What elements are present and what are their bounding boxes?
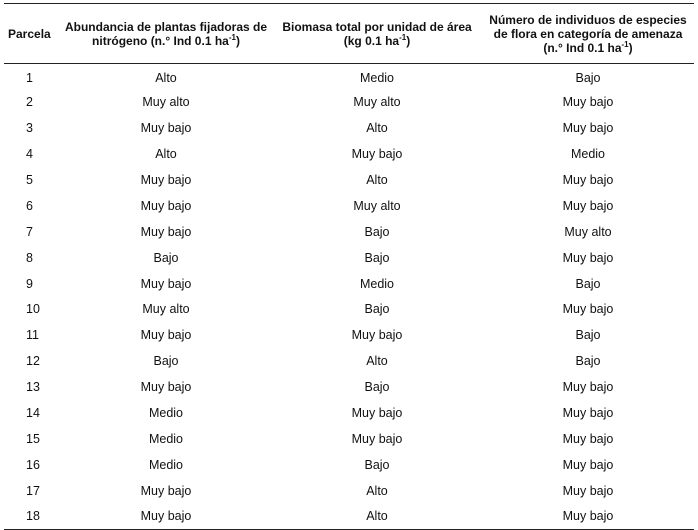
cell-abundancia: Muy bajo <box>140 224 192 239</box>
header-biomasa-sup: -1 <box>399 32 407 42</box>
table-row <box>4 478 694 504</box>
cell-parcela: 3 <box>26 121 33 136</box>
cell-abundancia: Bajo <box>153 250 179 265</box>
data-table <box>4 3 694 530</box>
header-biomasa-line1: Biomasa total por unidad de área <box>282 19 472 34</box>
cell-biomasa: Alto <box>366 121 388 136</box>
cell-biomasa: Medio <box>359 276 395 291</box>
cell-parcela: 18 <box>26 509 40 524</box>
cell-parcela: 17 <box>26 483 40 498</box>
header-individuos <box>482 4 694 64</box>
table-row <box>4 504 694 530</box>
header-parcela <box>4 4 60 64</box>
cell-individuos: Muy bajo <box>562 509 614 524</box>
cell-parcela: 2 <box>26 95 33 110</box>
cell-biomasa: Alto <box>366 509 388 524</box>
cell-biomasa: Muy bajo <box>351 328 403 343</box>
header-abundancia <box>60 4 272 64</box>
table-row <box>4 141 694 167</box>
table-row <box>4 167 694 193</box>
cell-abundancia: Muy alto <box>142 302 190 317</box>
cell-biomasa: Bajo <box>364 380 390 395</box>
cell-biomasa: Bajo <box>364 250 390 265</box>
cell-individuos: Bajo <box>575 276 601 291</box>
cell-biomasa: Muy alto <box>353 95 401 110</box>
cell-individuos: Muy bajo <box>562 406 614 421</box>
cell-abundancia: Muy bajo <box>140 483 192 498</box>
table-row <box>4 115 694 141</box>
cell-parcela: 11 <box>26 328 39 343</box>
cell-individuos: Muy bajo <box>562 95 614 110</box>
cell-biomasa: Muy bajo <box>351 431 403 446</box>
cell-individuos: Muy bajo <box>562 457 614 472</box>
table-row <box>4 219 694 245</box>
cell-parcela: 13 <box>26 380 40 395</box>
cell-abundancia: Muy bajo <box>140 380 192 395</box>
cell-abundancia: Muy bajo <box>140 509 192 524</box>
table-row <box>4 271 694 297</box>
cell-biomasa: Alto <box>366 483 388 498</box>
cell-parcela: 4 <box>26 147 33 162</box>
cell-individuos: Muy bajo <box>562 302 614 317</box>
cell-biomasa: Alto <box>366 173 388 187</box>
cell-individuos: Muy bajo <box>562 173 614 187</box>
cell-individuos: Muy bajo <box>562 250 614 265</box>
cell-parcela: 9 <box>26 276 33 291</box>
cell-individuos: Muy bajo <box>562 431 614 446</box>
cell-parcela: 6 <box>26 198 33 213</box>
cell-individuos: Muy bajo <box>562 380 614 395</box>
cell-parcela: 5 <box>26 173 33 187</box>
cell-abundancia: Medio <box>148 406 184 421</box>
cell-biomasa: Alto <box>366 354 388 369</box>
header-individuos-line3: (n.° Ind 0.1 ha <box>543 40 622 55</box>
table-row <box>4 426 694 452</box>
cell-individuos: Muy alto <box>564 224 612 239</box>
table-body <box>4 64 694 530</box>
cell-individuos: Bajo <box>575 354 601 369</box>
table-row <box>4 348 694 374</box>
table-row <box>4 64 694 90</box>
cell-abundancia: Muy bajo <box>140 121 192 136</box>
header-abundancia-line2: nitrógeno (n.° Ind 0.1 ha <box>92 33 229 48</box>
table-row <box>4 322 694 348</box>
cell-biomasa: Muy bajo <box>351 147 403 162</box>
cell-biomasa: Muy bajo <box>351 406 403 421</box>
cell-individuos: Muy bajo <box>562 198 614 213</box>
header-individuos-sup: -1 <box>621 39 629 49</box>
header-biomasa-close: ) <box>406 33 411 48</box>
header-biomasa <box>272 4 482 64</box>
cell-abundancia: Muy bajo <box>140 198 192 213</box>
header-parcela-text: Parcela <box>8 26 51 41</box>
cell-parcela: 10 <box>26 302 40 317</box>
cell-parcela: 12 <box>26 354 40 369</box>
cell-abundancia: Bajo <box>153 354 179 369</box>
cell-individuos: Muy bajo <box>562 483 614 498</box>
table-row <box>4 245 694 271</box>
table-row <box>4 374 694 400</box>
cell-individuos: Medio <box>570 147 606 162</box>
cell-abundancia: Muy bajo <box>140 173 192 187</box>
header-individuos-close: ) <box>628 40 633 55</box>
cell-abundancia: Medio <box>148 431 184 446</box>
table-row <box>4 89 694 115</box>
cell-parcela: 15 <box>26 431 40 446</box>
table-row <box>4 193 694 219</box>
cell-parcela: 1 <box>26 71 33 86</box>
header-abundancia-line1: Abundancia de plantas fijadoras de <box>64 19 268 34</box>
cell-individuos: Bajo <box>575 71 601 86</box>
cell-parcela: 16 <box>26 457 40 472</box>
cell-biomasa: Muy alto <box>353 198 401 213</box>
table-row <box>4 297 694 323</box>
header-biomasa-line2: (kg 0.1 ha <box>343 33 400 48</box>
cell-abundancia: Muy alto <box>142 95 190 110</box>
cell-abundancia: Muy bajo <box>140 276 192 291</box>
header-individuos-line2: de flora en categoría de amenaza <box>493 26 683 41</box>
header-individuos-line1: Número de individuos de especies <box>489 12 687 27</box>
header-abundancia-sup: -1 <box>228 32 236 42</box>
cell-biomasa: Bajo <box>364 224 390 239</box>
table-header <box>4 4 694 64</box>
cell-biomasa: Medio <box>359 71 395 86</box>
cell-individuos: Bajo <box>575 328 601 343</box>
cell-biomasa: Bajo <box>364 302 390 317</box>
cell-individuos: Muy bajo <box>562 121 614 136</box>
cell-abundancia: Alto <box>155 71 177 86</box>
table-row <box>4 400 694 426</box>
cell-biomasa: Bajo <box>364 457 390 472</box>
cell-parcela: 14 <box>26 406 40 421</box>
cell-parcela: 7 <box>26 224 33 239</box>
header-row <box>4 4 694 64</box>
table-row <box>4 452 694 478</box>
cell-abundancia: Medio <box>148 457 184 472</box>
cell-abundancia: Alto <box>155 147 177 162</box>
cell-parcela: 8 <box>26 250 33 265</box>
cell-abundancia: Muy bajo <box>140 328 192 343</box>
header-abundancia-close: ) <box>235 33 240 48</box>
